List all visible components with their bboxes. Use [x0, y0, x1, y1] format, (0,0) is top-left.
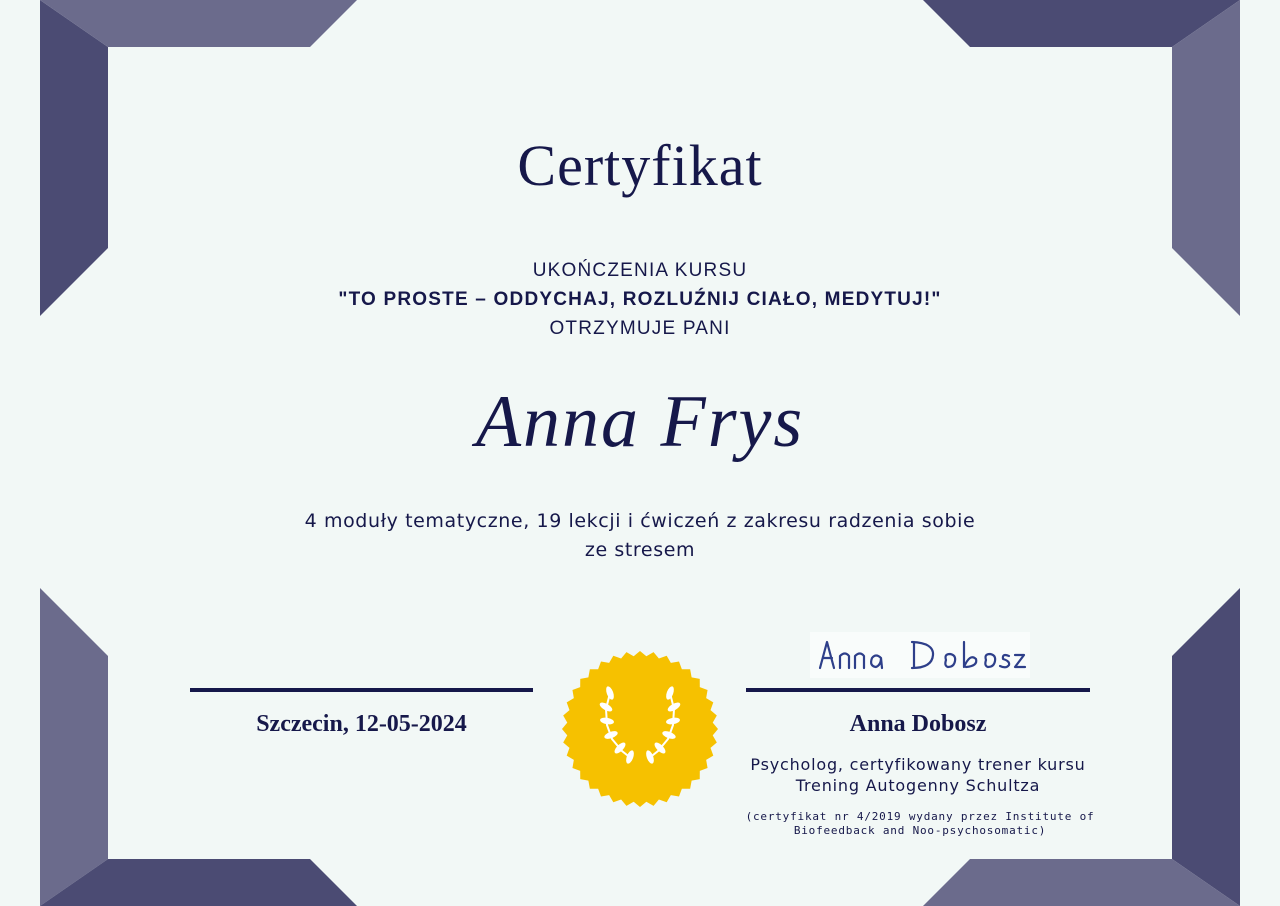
handwritten-signature	[810, 632, 1030, 678]
date-signature-line	[190, 688, 533, 692]
recipient-label: OTRZYMUJE PANI	[549, 318, 731, 339]
place-and-date: Szczecin, 12-05-2024	[256, 711, 467, 737]
frame-corner-bottom-right-vertical	[1172, 588, 1240, 906]
signer-signature-line	[746, 688, 1090, 692]
signer-name: Anna Dobosz	[849, 711, 987, 737]
course-completion-label: UKOŃCZENIA KURSU	[532, 260, 748, 281]
signer-title: Psycholog, certyfikowany trener kursu Trening Autogenny Schultza	[750, 755, 1086, 795]
recipient-name: Anna Frys	[475, 381, 805, 463]
course-name: "TO PROSTE – ODDYCHAJ, ROZLUŹNIJ CIAŁO, MEDYTUJ!"	[338, 289, 942, 310]
certificate-title: Certyfikat	[517, 133, 763, 198]
seal-badge	[562, 651, 718, 807]
laurel-wreath-seal-icon	[561, 650, 719, 808]
course-description: 4 moduły tematyczne, 19 lekcji i ćwiczeń z zakresu radzenia sobie ze stresem	[304, 510, 976, 561]
frame-corner-bottom-left-vertical	[40, 588, 108, 906]
signer-certificate-note: (certyfikat nr 4/2019 wydany przez Institute of Biofeedback and Noo-psychosomatic)	[745, 810, 1095, 837]
